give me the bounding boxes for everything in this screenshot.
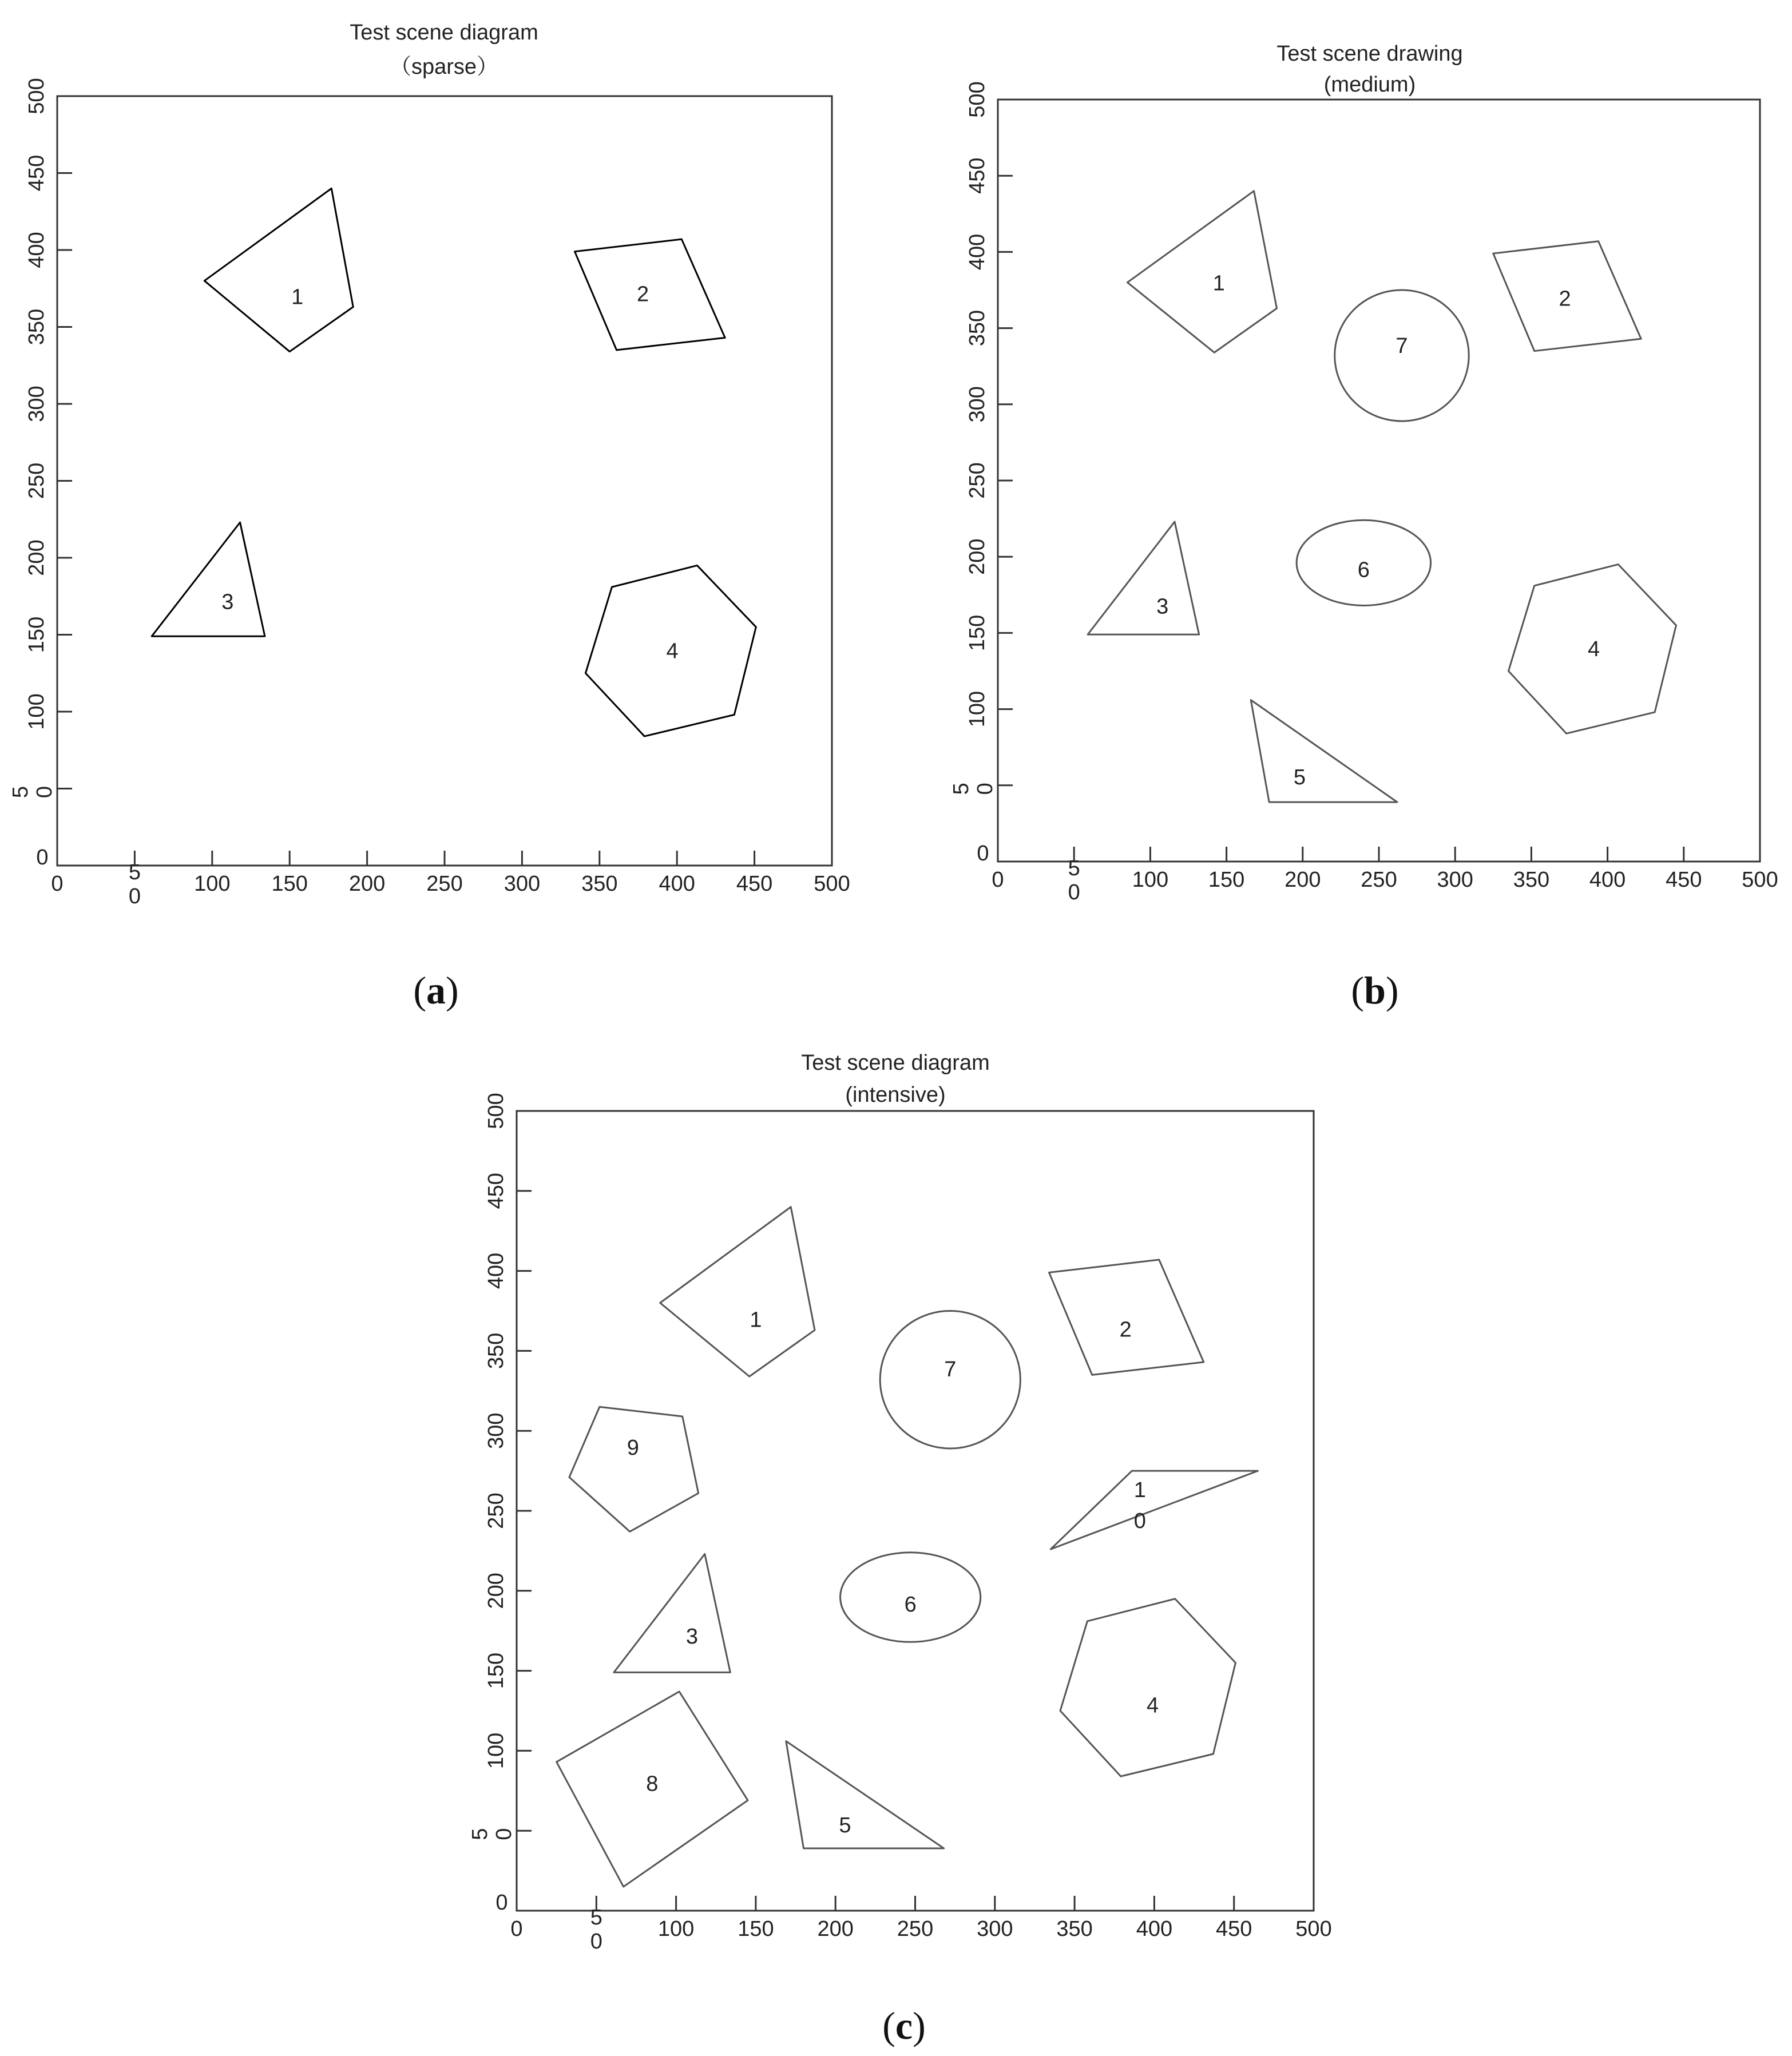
- shape-3: [152, 522, 265, 636]
- panel-c-shapes: [557, 1207, 1258, 1887]
- y-tick-label-50-bottom: 0: [973, 783, 997, 795]
- shape-1: [204, 188, 353, 351]
- panel-a-caption: [413, 969, 458, 1012]
- panel-a-caption-close: ): [446, 969, 459, 1012]
- panel-a-caption-letter: a: [426, 969, 446, 1012]
- y-tick-label: 350: [965, 309, 989, 347]
- y-tick-label: 500: [965, 81, 989, 118]
- shape-3: [1088, 522, 1199, 634]
- x-tick-label: 500: [814, 872, 850, 896]
- shape-10: [1050, 1471, 1258, 1549]
- shape-4-label: 4: [1147, 1693, 1159, 1718]
- panel-a-shapes: [152, 188, 756, 736]
- y-tick-label: 400: [25, 232, 49, 268]
- shape-1-label: 1: [291, 285, 304, 309]
- panel-c-caption-close: ): [913, 2004, 926, 2047]
- plot-frame: [517, 1111, 1314, 1911]
- x-tick-label: 500: [1295, 1917, 1332, 1941]
- x-tick-label: 450: [1215, 1917, 1252, 1941]
- y-tick-label: 200: [484, 1573, 508, 1609]
- shape-1-label: 1: [750, 1308, 762, 1332]
- y-tick-label: 400: [484, 1252, 508, 1289]
- shape-10-label-top: 1: [1133, 1478, 1146, 1503]
- y-tick-label: 300: [484, 1412, 508, 1449]
- x-tick-label: 100: [657, 1917, 695, 1941]
- shape-5: [786, 1741, 944, 1848]
- x-tick-label-50-top: 5: [1068, 856, 1080, 880]
- x-tick-label: 450: [736, 872, 773, 896]
- shape-8-label: 8: [646, 1772, 659, 1796]
- panel-c-axes: [468, 1093, 1332, 1954]
- x-tick-label-50-bottom: 0: [590, 1930, 602, 1954]
- y-tick-label: 100: [965, 690, 989, 728]
- shape-1-label: 1: [1212, 271, 1225, 296]
- x-tick-label: 200: [817, 1917, 854, 1941]
- shape-7-label: 7: [1395, 334, 1408, 358]
- y-tick-label: 400: [965, 233, 989, 271]
- x-tick-label: 150: [738, 1917, 774, 1941]
- shape-1: [660, 1207, 815, 1376]
- x-tick-label: 400: [659, 872, 695, 896]
- x-tick-label-50-bottom: 0: [128, 884, 141, 908]
- y-tick-label: 150: [965, 614, 989, 652]
- y-tick-label: 100: [484, 1732, 508, 1769]
- shape-7-label: 7: [944, 1358, 957, 1382]
- shape-2-label: 2: [1119, 1317, 1132, 1342]
- y-tick-label-50-top: 5: [9, 785, 33, 799]
- x-tick-label: 100: [194, 872, 231, 896]
- plot-frame: [998, 100, 1760, 862]
- panel-c-title-line-2: (intensive): [845, 1083, 946, 1107]
- x-tick-label: 500: [1742, 868, 1778, 892]
- x-tick-label: 150: [271, 872, 308, 896]
- x-tick-label-50-top: 5: [590, 1906, 602, 1930]
- panel-c: [468, 1051, 1332, 2047]
- panel-b-caption-open: (: [1351, 969, 1365, 1012]
- y-tick-label: 500: [25, 78, 49, 114]
- y-tick-label: 200: [965, 538, 989, 575]
- shape-3-label: 3: [1156, 594, 1169, 619]
- panel-b-caption: [1351, 969, 1398, 1012]
- panel-b-title-line-1: Test scene drawing: [1276, 42, 1463, 66]
- x-tick-label: 300: [1437, 868, 1473, 892]
- x-tick-label: 350: [1513, 868, 1550, 892]
- y-tick-label: 350: [484, 1332, 508, 1370]
- y-tick-label: 100: [25, 693, 49, 730]
- panel-a-title-line-1: Test scene diagram: [350, 21, 538, 45]
- panel-b-shapes: [1088, 191, 1676, 802]
- y-tick-label: 450: [484, 1173, 508, 1209]
- x-tick-label: 400: [1589, 868, 1626, 892]
- shape-2: [574, 239, 725, 350]
- shape-9-label: 9: [627, 1436, 639, 1460]
- panel-b-axes: [949, 81, 1778, 904]
- y-tick-label: 350: [25, 308, 49, 346]
- y-tick-label: 450: [25, 154, 49, 192]
- shape-2-label: 2: [637, 282, 649, 307]
- panel-a: [9, 21, 850, 1012]
- shape-3-label: 3: [221, 590, 234, 614]
- y-tick-label: 150: [484, 1652, 508, 1689]
- y-tick-label: 500: [484, 1093, 508, 1129]
- panel-c-caption: [882, 2004, 926, 2047]
- shape-4: [1060, 1599, 1235, 1776]
- x-tick-label: 350: [581, 872, 618, 896]
- shape-1: [1127, 191, 1276, 352]
- shape-5-label: 5: [839, 1813, 851, 1838]
- x-tick-label: 300: [503, 872, 541, 896]
- panel-b-caption-letter: b: [1364, 969, 1386, 1012]
- x-tick-label-50-bottom: 0: [1068, 880, 1080, 904]
- x-tick-label: 250: [897, 1917, 934, 1941]
- y-tick-label-0: 0: [36, 846, 49, 870]
- y-tick-label-0: 0: [977, 842, 989, 866]
- x-tick-label: 0: [510, 1917, 523, 1941]
- y-tick-label-50-top: 5: [949, 783, 973, 795]
- y-tick-label: 250: [965, 462, 989, 499]
- shape-6-label: 6: [1357, 558, 1370, 582]
- shape-4-label: 4: [1588, 637, 1600, 662]
- x-tick-label: 450: [1666, 868, 1702, 892]
- y-tick-label: 300: [25, 386, 49, 422]
- y-tick-label-50-bottom: 0: [33, 785, 57, 799]
- x-tick-label: 250: [1361, 868, 1397, 892]
- shape-9: [569, 1407, 699, 1531]
- x-tick-label: 250: [426, 872, 463, 896]
- panel-a-title-line-2: （sparse）: [389, 55, 499, 79]
- panel-c-caption-letter: c: [895, 2004, 913, 2047]
- shape-5: [1251, 700, 1397, 802]
- y-tick-label-0: 0: [495, 1891, 508, 1915]
- panel-c-title-line-1: Test scene diagram: [801, 1051, 990, 1075]
- panel-b-caption-close: ): [1385, 969, 1399, 1012]
- panel-b: [949, 42, 1778, 1012]
- x-tick-label: 0: [992, 868, 1004, 892]
- x-tick-label: 0: [51, 872, 64, 896]
- x-tick-label: 150: [1208, 868, 1245, 892]
- shape-4-label: 4: [666, 639, 679, 664]
- y-tick-label: 450: [965, 157, 989, 194]
- panel-b-title-line-2: (medium): [1323, 73, 1416, 97]
- x-tick-label: 200: [348, 872, 386, 896]
- shape-6-label: 6: [904, 1593, 917, 1617]
- y-tick-label: 250: [484, 1493, 508, 1529]
- plot-frame: [57, 96, 832, 866]
- y-tick-label: 300: [965, 386, 989, 423]
- panel-a-caption-open: (: [413, 969, 426, 1012]
- panel-a-axes: [9, 78, 850, 908]
- shape-2-label: 2: [1559, 287, 1571, 311]
- x-tick-label: 400: [1136, 1917, 1173, 1941]
- x-tick-label: 350: [1056, 1917, 1093, 1941]
- y-tick-label-50-top: 5: [468, 1828, 492, 1840]
- shape-10-label-bottom: 0: [1133, 1509, 1146, 1534]
- y-tick-label-50-bottom: 0: [492, 1828, 516, 1840]
- y-tick-label: 250: [25, 462, 49, 499]
- x-tick-label-50-top: 5: [128, 860, 141, 884]
- shape-3-label: 3: [685, 1625, 699, 1649]
- shape-5-label: 5: [1293, 765, 1306, 789]
- y-tick-label: 200: [25, 539, 49, 576]
- y-tick-label: 150: [25, 616, 49, 653]
- panel-c-caption-open: (: [882, 2004, 895, 2047]
- x-tick-label: 100: [1132, 868, 1169, 892]
- x-tick-label: 300: [977, 1917, 1013, 1941]
- x-tick-label: 200: [1284, 868, 1321, 892]
- shape-3: [614, 1554, 730, 1672]
